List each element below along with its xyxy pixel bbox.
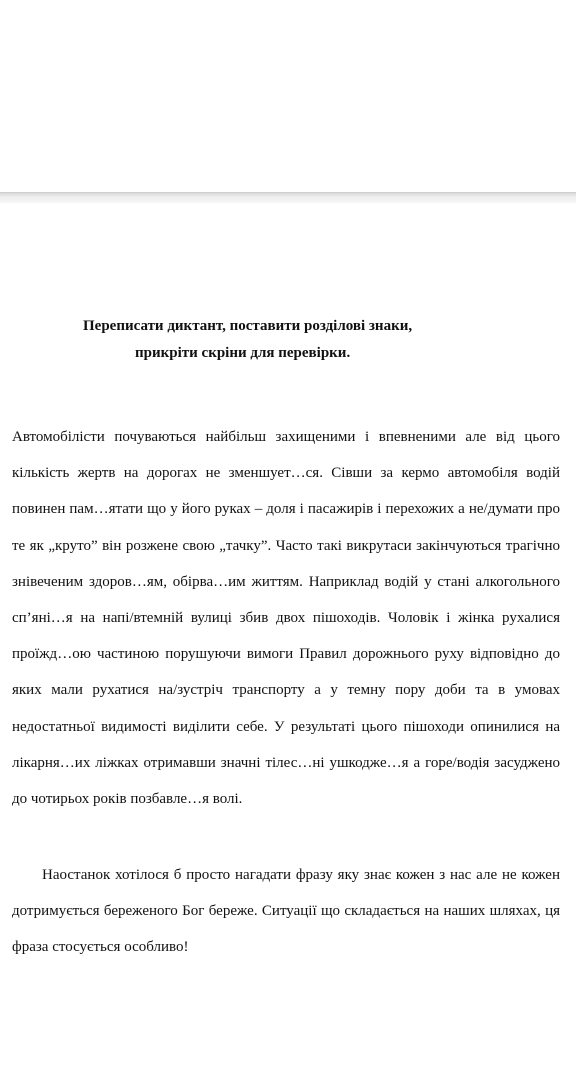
paragraph-2: Наостанок хотілося б просто нагадати фразу яку знає кожен з нас але не кожен дотримується береженого Бог береже. Ситуації що складається на наших шляхах, ця фраза стосується особливо!: [12, 867, 560, 956]
page-separator: [0, 192, 576, 203]
title-line-2: прикріти скріни для перевірки.: [135, 345, 351, 361]
paragraph-1: Автомобілісти почуваються найбільш захищеними і впевненими але від цього кількість жертв на дорогах не зменшует…ся. Сівши за кермо автомобіля водій повинен пам…ятати що у його руках – доля і пасажирів і перехожих а не/думати про те як „круто” він розжене свою „тачку”. Часто такі викрутаси закінчуються трагічно знівеченим здоров…ям, обірва…им життям. Наприклад водій у стані алкогольного сп’яні…я на напі/втемній вулиці збив двох пішоходів. Чоловік і жінка рухалися проїжд…ою частиною порушуючи вимоги Правил дорожнього руху відповідно до яких мали рухатися на/зустріч транспорту а у темну пору доби та в умовах недостатньої видимості виділити себе. У результаті цього пішоходи опинилися на лікарня…их ліжках отримавши значні тілес…ні ушкодже…я а горе/водія засуджено до чотирьох років позбавле…я волі.: [12, 429, 560, 808]
document-title: [0, 313, 576, 367]
document-page: [0, 203, 576, 1070]
blank-top-area: [0, 0, 576, 192]
title-line-1: Переписати диктант, поставити розділові знаки,: [83, 318, 413, 334]
